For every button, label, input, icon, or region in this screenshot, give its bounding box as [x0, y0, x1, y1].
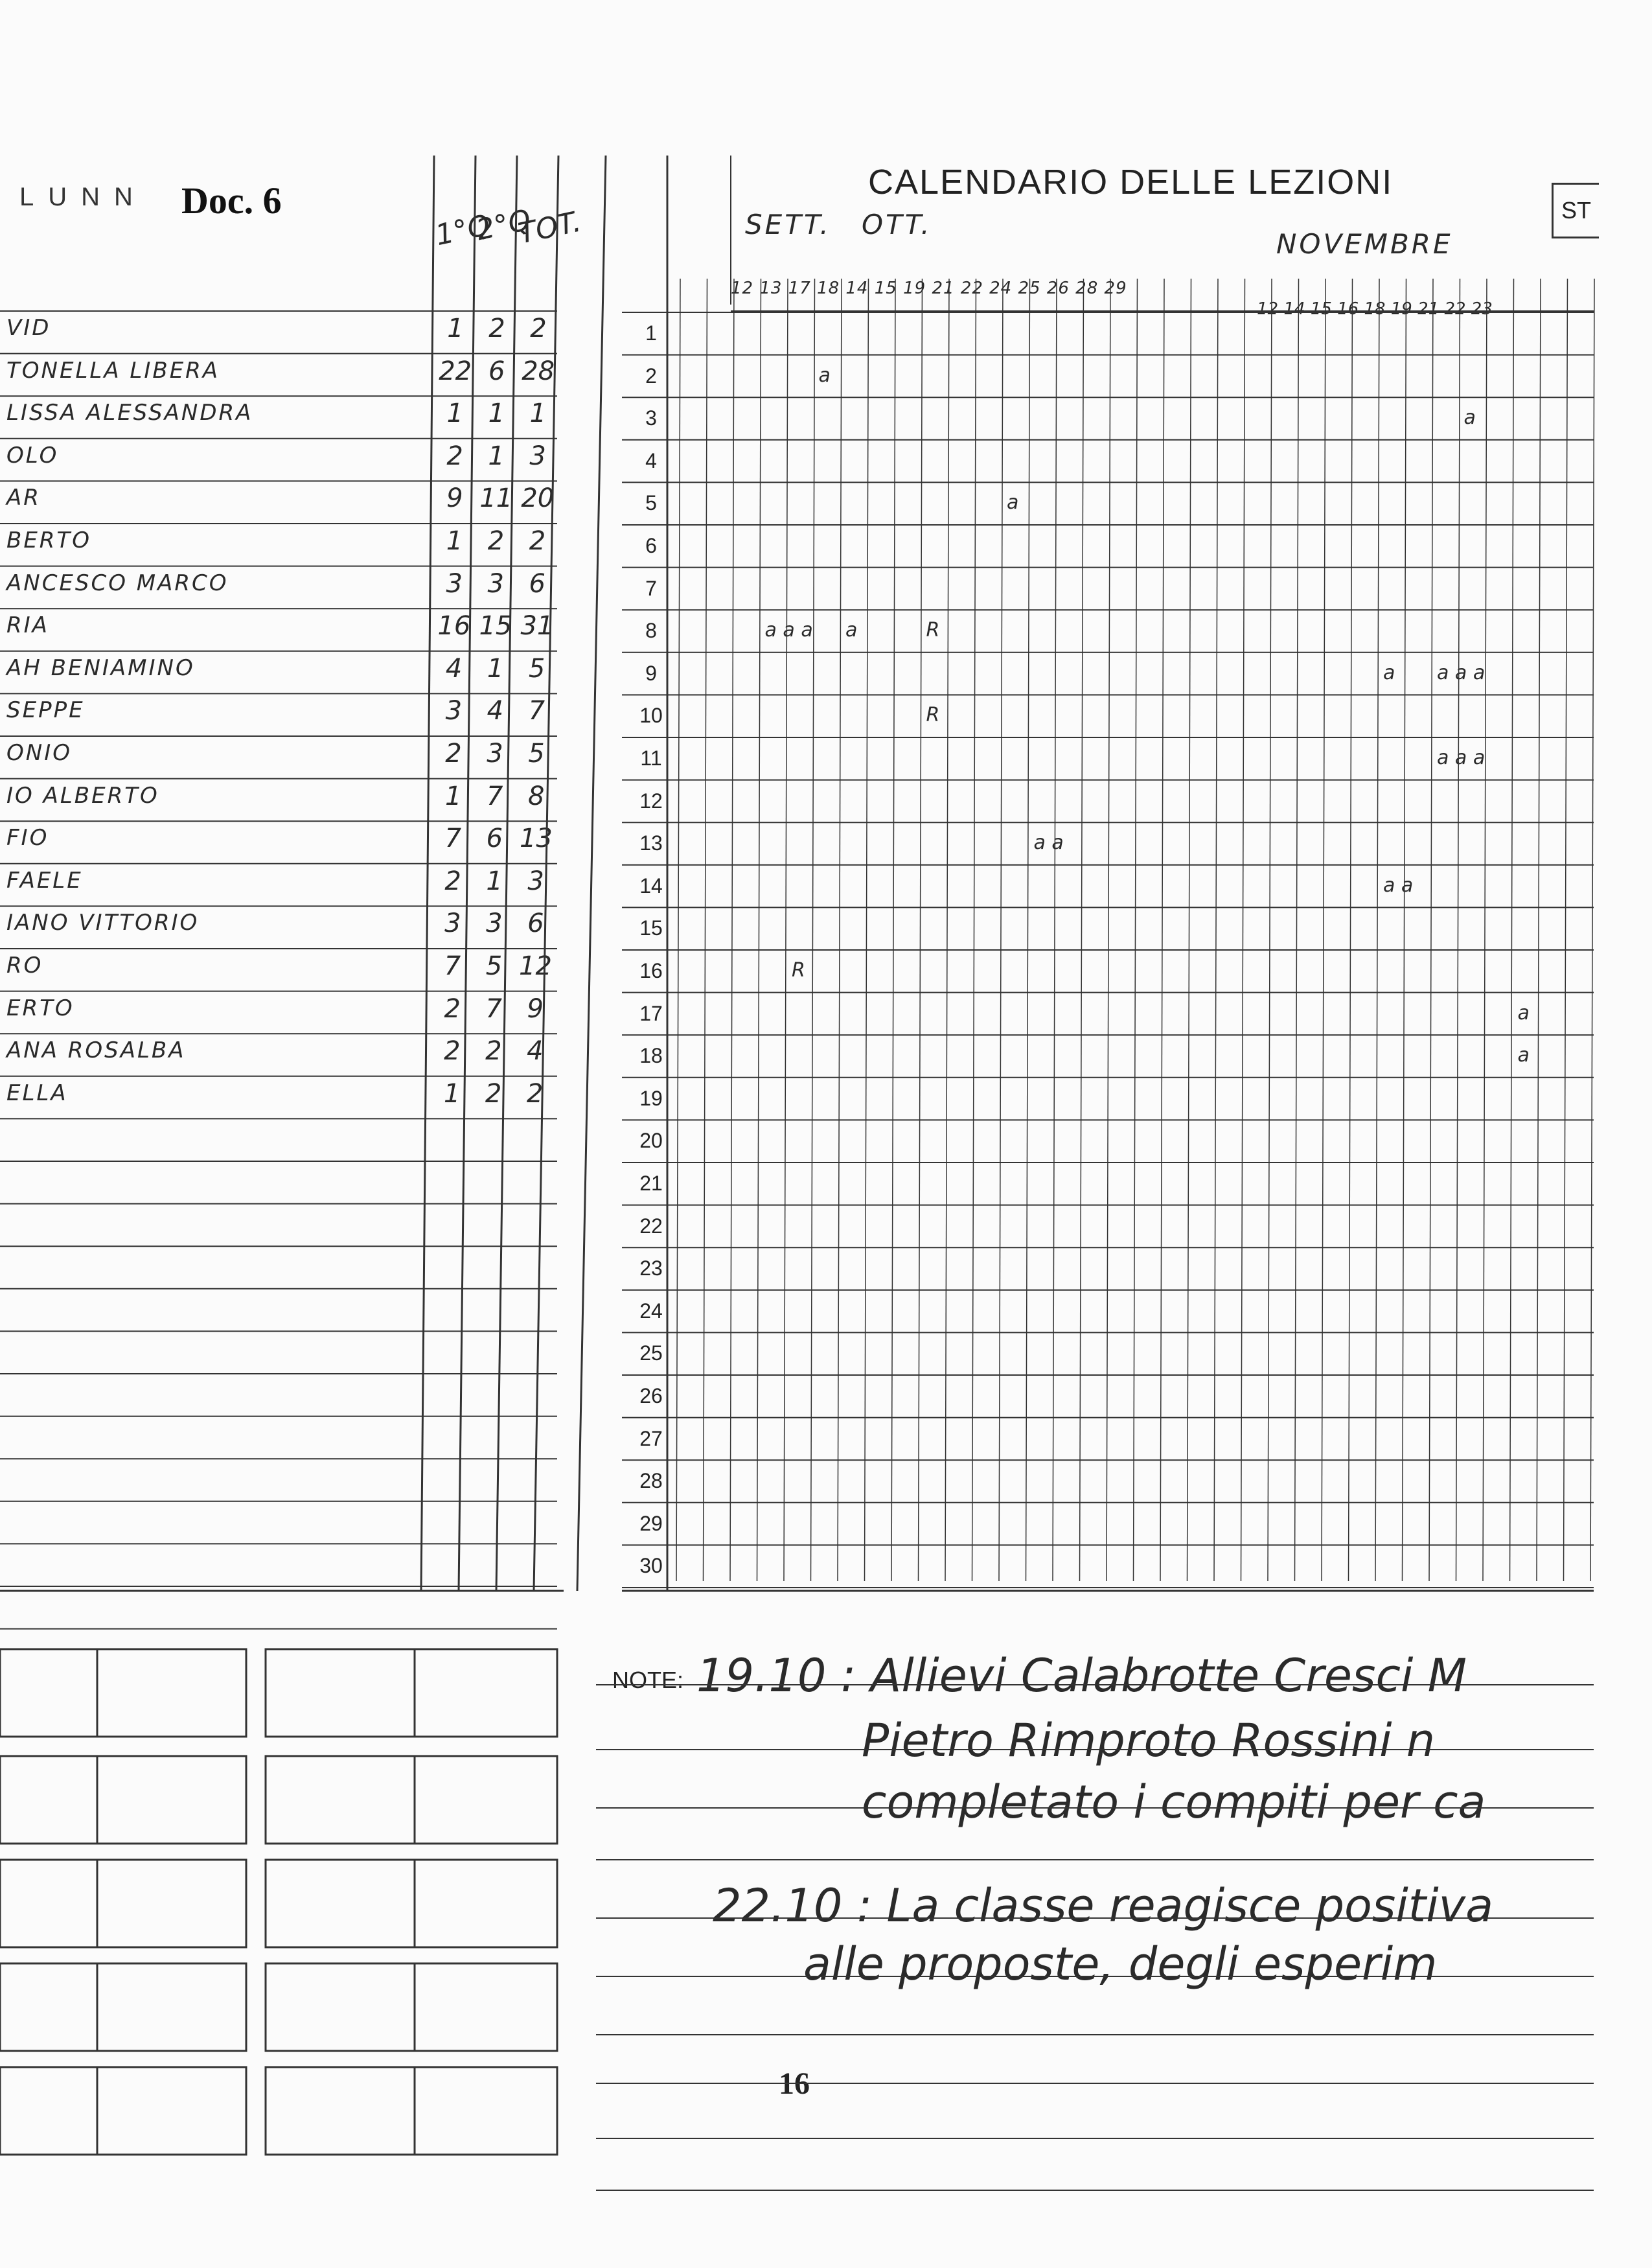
attendance-mark: a a [1033, 831, 1064, 855]
student-name: RIA [6, 612, 49, 639]
calendar-title: CALENDARIO DELLE LEZIONI [868, 163, 1394, 202]
row-number: 9 [645, 661, 657, 685]
attendance-mark: a a a [1437, 661, 1486, 684]
lower-box [266, 1963, 557, 2051]
calendar-col-line [1590, 279, 1594, 1581]
student-q2-score: 11 [479, 483, 513, 514]
student-name: OLO [6, 442, 59, 469]
student-tot-score: 4 [527, 1036, 544, 1067]
student-name: TONELLA LIBERA [6, 357, 220, 384]
student-q2-score: 7 [486, 781, 503, 811]
note-line-1: 19.10 : Allievi Calabrotte Cresci M [696, 1649, 1467, 1702]
row-number: 8 [645, 619, 657, 643]
student-q1-score: 2 [444, 866, 461, 896]
score-col-line [577, 156, 606, 1591]
row-number: 20 [639, 1129, 663, 1153]
calendar-col-line [1053, 279, 1057, 1581]
student-name: ANCESCO MARCO [6, 570, 229, 596]
col-head-tot: TOT. [515, 205, 584, 251]
row-number: 17 [639, 1001, 663, 1025]
lower-box [0, 1860, 246, 1947]
st-label: ST [1552, 183, 1599, 238]
header-left-label: LUNN [19, 183, 147, 211]
row-number: 12 [639, 789, 663, 813]
row-number: 26 [639, 1384, 663, 1407]
notes-label: NOTE: [612, 1667, 684, 1693]
student-tot-score: 7 [528, 696, 545, 726]
student-name: IO ALBERTO [6, 782, 159, 809]
student-q2-score: 15 [479, 611, 512, 642]
lower-box [0, 2067, 246, 2155]
student-tot-score: 12 [519, 951, 552, 981]
calendar-col-line [1026, 279, 1030, 1581]
attendance-mark: a a [1383, 874, 1414, 897]
row-number: 14 [639, 874, 663, 897]
score-col-line [534, 156, 558, 1591]
student-q2-score: 4 [487, 696, 504, 726]
student-tot-score: 5 [528, 739, 545, 769]
student-name: ANA ROSALBA [6, 1037, 186, 1064]
student-tot-score: 5 [528, 653, 545, 684]
student-q2-score: 3 [486, 908, 503, 939]
score-col-line [459, 156, 476, 1591]
calendar-col-line [1295, 279, 1299, 1581]
lower-box [0, 1649, 246, 1737]
calendar-col-line [838, 279, 842, 1581]
student-q2-score: 1 [486, 866, 503, 896]
calendar-col-line [1564, 279, 1568, 1581]
student-q1-score: 3 [444, 908, 461, 939]
lower-box [266, 1860, 557, 1947]
calendar-col-line [865, 279, 869, 1581]
student-name: ERTO [6, 995, 75, 1021]
col-head-q1: 1°Q [432, 208, 494, 253]
attendance-mark: a [1517, 1001, 1530, 1024]
student-tot-score: 31 [520, 611, 554, 642]
student-tot-score: 2 [529, 526, 546, 556]
calendar-col-line [1080, 279, 1084, 1581]
row-number: 29 [639, 1511, 663, 1535]
student-tot-score: 20 [521, 483, 555, 514]
row-number: 24 [639, 1299, 663, 1323]
student-q2-score: 1 [488, 441, 505, 471]
student-name: ONIO [6, 740, 72, 766]
student-q1-score: 7 [444, 951, 461, 981]
student-q1-score: 1 [446, 526, 463, 556]
student-tot-score: 28 [522, 356, 555, 386]
student-q1-score: 9 [446, 483, 463, 514]
calendar-col-line [676, 279, 680, 1581]
lower-box [266, 1756, 557, 1844]
calendar-col-line [704, 279, 707, 1581]
student-name: VID [6, 315, 51, 341]
note-line-2: Pietro Rimproto Rossini n [862, 1714, 1436, 1767]
student-q2-score: 2 [487, 526, 505, 556]
student-name: LISSA ALESSANDRA [6, 400, 253, 426]
student-name: FIO [6, 825, 49, 851]
student-q1-score: 1 [447, 314, 464, 343]
student-name: FAELE [6, 867, 83, 894]
attendance-mark: a [1517, 1044, 1530, 1067]
attendance-mark: a [1463, 406, 1476, 430]
student-q1-score: 2 [444, 993, 461, 1024]
lower-box [0, 1963, 246, 2051]
calendar-col-line [972, 279, 976, 1581]
score-col-line [496, 156, 517, 1591]
student-tot-score: 3 [527, 866, 544, 896]
month-ott: OTT. [862, 209, 932, 240]
calendar-col-line [1322, 279, 1325, 1581]
student-q1-score: 3 [446, 568, 463, 599]
month-sett: SETT. [745, 209, 831, 240]
calendar-col-line [811, 279, 815, 1581]
student-q1-score: 2 [444, 1036, 461, 1067]
student-q1-score: 22 [439, 356, 472, 386]
student-tot-score: 6 [529, 568, 545, 599]
student-tot-score: 6 [527, 908, 544, 939]
row-number: 2 [645, 364, 657, 388]
row-number: 5 [645, 491, 657, 515]
calendar-col-line [784, 279, 788, 1581]
student-tot-score: 13 [519, 824, 553, 854]
student-name: AH BENIAMINO [6, 654, 195, 681]
lower-box [266, 2067, 557, 2155]
row-number: 21 [639, 1172, 663, 1195]
calendar-col-line [1456, 279, 1460, 1581]
student-q2-score: 3 [487, 568, 504, 599]
student-q1-score: 1 [443, 1078, 461, 1109]
row-number: 22 [639, 1214, 663, 1238]
row-number: 28 [639, 1469, 663, 1493]
student-tot-score: 3 [529, 441, 546, 471]
row-number: 6 [645, 534, 657, 557]
calendar-col-line [1268, 279, 1272, 1581]
attendance-mark: R [926, 704, 940, 727]
page-number: 16 [779, 2066, 810, 2101]
student-tot-score: 2 [530, 314, 547, 343]
attendance-mark: a [845, 619, 858, 642]
row-number: 13 [639, 831, 663, 855]
student-name: IANO VITTORIO [6, 910, 200, 936]
row-number: 25 [639, 1341, 663, 1365]
student-q2-score: 3 [487, 739, 503, 769]
calendar-col-line [1375, 279, 1379, 1581]
calendar-col-line [1403, 279, 1406, 1581]
student-name: RO [6, 953, 43, 978]
student-q2-score: 5 [485, 951, 503, 981]
calendar-col-line [919, 279, 923, 1581]
student-q1-score: 3 [445, 696, 463, 726]
calendar-col-line [1483, 279, 1487, 1581]
calendar-col-line [1349, 279, 1353, 1581]
student-q1-score: 2 [445, 739, 462, 769]
row-number: 15 [639, 916, 663, 940]
student-q1-score: 1 [444, 781, 462, 811]
attendance-mark: R [792, 959, 805, 982]
note-line-4: 22.10 : La classe reagisce positiva [713, 1879, 1494, 1932]
month-novembre: NOVEMBRE [1276, 228, 1453, 260]
attendance-mark: a a a [764, 619, 813, 642]
calendar-col-line [1134, 279, 1138, 1581]
calendar-col-line [1510, 279, 1514, 1581]
row-number: 23 [639, 1256, 663, 1280]
calendar-col-line [891, 279, 895, 1581]
calendar-col-line [1160, 279, 1164, 1581]
day-numbers-nov: 12 14 15 16 18 19 21 22 23 [1257, 299, 1493, 319]
attendance-mark: R [926, 619, 940, 642]
row-number: 16 [639, 959, 663, 982]
doc-label: Doc. 6 [181, 179, 282, 222]
lower-box [266, 1649, 557, 1737]
student-q2-score: 6 [488, 356, 505, 386]
student-name: SEPPE [6, 697, 85, 724]
row-number: 27 [639, 1426, 663, 1450]
row-number: 4 [645, 448, 657, 472]
calendar-col-line [730, 279, 734, 1581]
calendar-col-line [999, 279, 1003, 1581]
student-q1-score: 4 [445, 653, 463, 684]
student-tot-score: 9 [527, 993, 544, 1024]
student-name: BERTO [6, 527, 91, 553]
student-tot-score: 8 [527, 781, 545, 811]
student-q1-score: 7 [444, 824, 462, 854]
student-tot-score: 2 [526, 1078, 544, 1109]
student-tot-score: 1 [529, 399, 547, 429]
calendar-col-line [945, 279, 949, 1581]
row-number: 10 [639, 704, 663, 728]
note-line-5: alle proposte, degli esperim [803, 1938, 1438, 1991]
calendar-col-line [757, 279, 761, 1581]
calendar-col-line [1214, 279, 1218, 1581]
lower-box [0, 1756, 246, 1844]
row-number: 19 [639, 1086, 663, 1110]
calendar-col-line [1187, 279, 1191, 1581]
student-q2-score: 2 [485, 1036, 502, 1067]
row-number: 11 [640, 746, 662, 770]
note-line-3: completato i compiti per ca [862, 1776, 1486, 1829]
student-q1-score: 16 [437, 611, 471, 642]
col-head-q2: 2°Q [473, 203, 534, 248]
attendance-mark: a [818, 364, 831, 387]
day-numbers: 12 13 17 18 14 15 19 21 22 24 25 26 28 29 [731, 279, 1127, 298]
student-q2-score: 1 [488, 399, 505, 429]
student-q2-score: 1 [487, 653, 504, 684]
row-number: 1 [645, 321, 657, 345]
score-col-line [421, 156, 434, 1591]
calendar-col-line [1429, 279, 1433, 1581]
calendar-col-line [1107, 279, 1110, 1581]
attendance-mark: a a a [1437, 746, 1486, 769]
student-q2-score: 7 [485, 993, 502, 1024]
student-q1-score: 1 [446, 399, 464, 429]
student-q2-score: 2 [488, 314, 505, 343]
row-number: 7 [645, 576, 657, 600]
row-number: 30 [639, 1554, 663, 1578]
row-number: 3 [645, 406, 657, 430]
calendar-col-line [1241, 279, 1245, 1581]
student-q2-score: 2 [485, 1078, 502, 1109]
student-q1-score: 2 [446, 441, 463, 471]
calendar-col-line [1537, 279, 1541, 1581]
student-name: AR [6, 485, 41, 511]
row-number: 18 [639, 1044, 663, 1068]
student-q2-score: 6 [486, 824, 503, 854]
student-name: ELLA [6, 1080, 68, 1106]
attendance-mark: a [1383, 661, 1395, 684]
attendance-mark: a [1007, 491, 1019, 515]
